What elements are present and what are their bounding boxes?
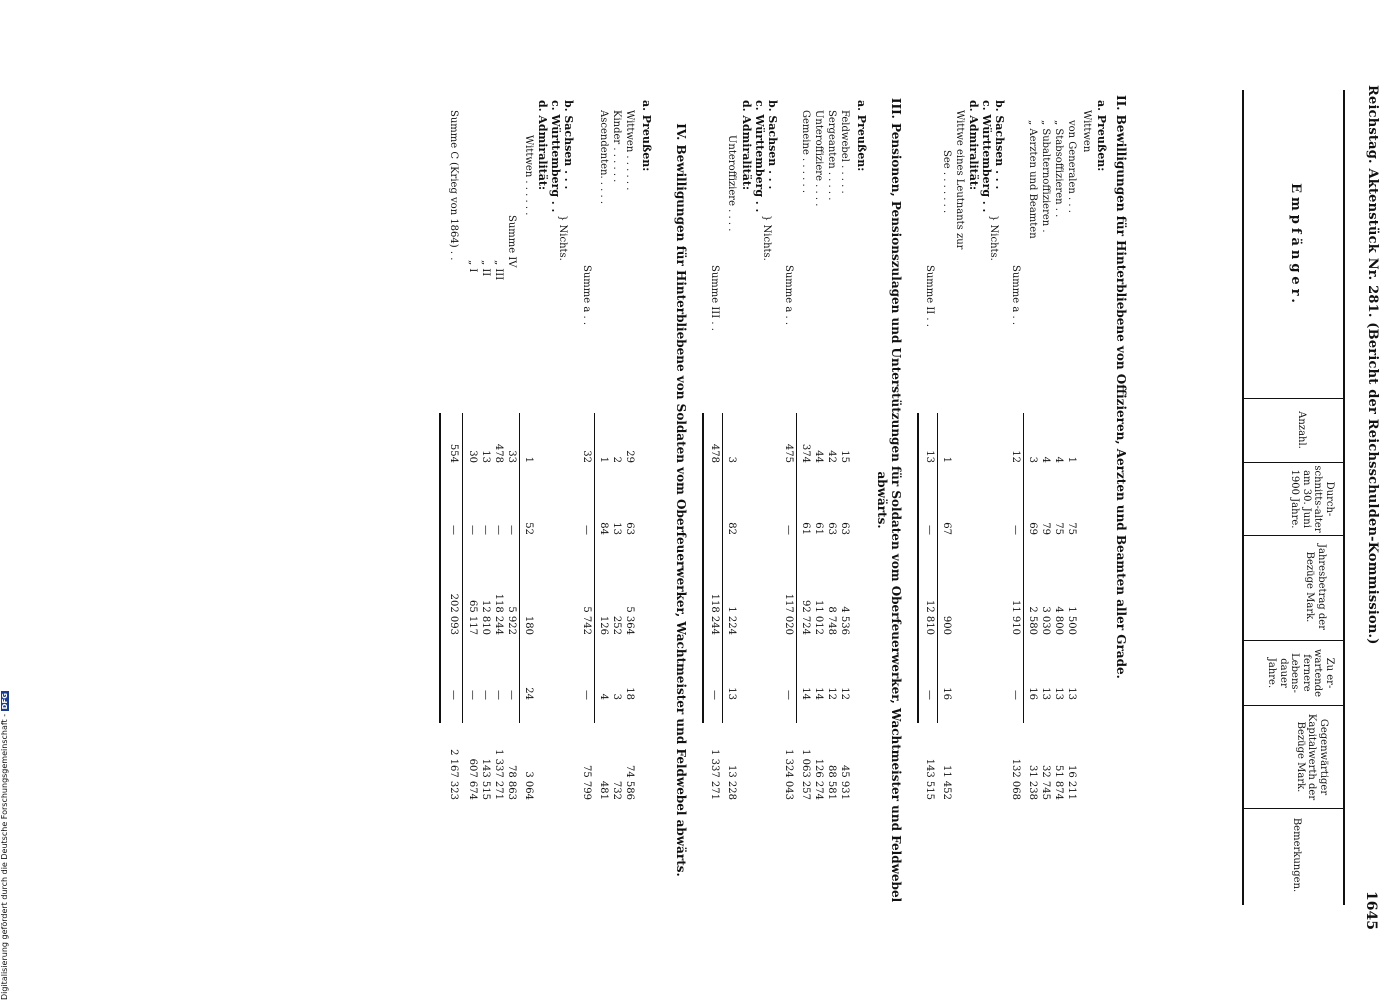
cell-expected: 16 xyxy=(1027,687,1038,700)
row-label: „ I xyxy=(467,260,478,273)
cell-expected: 12 xyxy=(839,687,850,700)
cell-capital: 31 238 xyxy=(1027,765,1038,800)
cell-capital: 1 063 257 xyxy=(800,749,811,800)
header-rule xyxy=(1242,90,1244,905)
cell-age: 84 xyxy=(598,522,609,535)
cell-capital: 143 515 xyxy=(924,758,935,800)
row-label: See . . . . . . . xyxy=(941,150,952,214)
table-row xyxy=(939,95,952,895)
row-label: Ascendenten. . . . . xyxy=(598,110,609,205)
cell-count: 478 xyxy=(709,443,720,463)
cell-age: 52 xyxy=(523,522,534,535)
cell-count: 42 xyxy=(826,450,837,463)
cell-expected: — xyxy=(924,690,935,700)
row-label: Wittwen . . . . . . xyxy=(624,110,635,191)
table-row xyxy=(596,95,609,895)
table-row xyxy=(1038,95,1051,895)
cell-expected: 13 xyxy=(1066,687,1077,700)
cell-age: 82 xyxy=(726,522,737,535)
cell-count: 3 xyxy=(1027,456,1038,463)
cell-capital: 607 674 xyxy=(467,758,478,800)
cell-age: 63 xyxy=(624,522,635,535)
cell-expected: — xyxy=(467,690,478,700)
sum-rule xyxy=(462,413,463,723)
col-divider xyxy=(1243,705,1345,706)
cell-age: — xyxy=(1010,525,1021,535)
sum-row xyxy=(1008,95,1021,895)
cell-annual: 92 724 xyxy=(800,600,811,635)
cell-annual: 8 748 xyxy=(826,606,837,635)
footer-text-wrap xyxy=(0,620,9,1000)
cell-capital: 143 515 xyxy=(480,758,491,800)
cell-capital: 481 xyxy=(598,780,609,800)
top-rule xyxy=(1343,90,1345,905)
subsection-d: d. Admiralität: xyxy=(536,100,549,191)
cell-age: — xyxy=(467,525,478,535)
cell-count: 15 xyxy=(839,450,850,463)
cell-annual: 126 xyxy=(598,615,609,635)
sum-rule xyxy=(594,413,595,723)
cell-age: — xyxy=(506,525,517,535)
dfg-logo: DFG xyxy=(1,693,9,710)
cell-count: 13 xyxy=(924,450,935,463)
cell-expected: — xyxy=(581,690,592,700)
row-label: Summe III . . xyxy=(709,265,720,331)
cell-expected: 3 xyxy=(611,693,622,700)
row-label: Wittwen xyxy=(1081,110,1092,153)
cell-expected: 13 xyxy=(1040,687,1051,700)
row-label: Summe C (Krieg von 1864) . . xyxy=(448,110,459,261)
cell-capital: 132 068 xyxy=(1010,758,1021,800)
cell-expected: 16 xyxy=(941,687,952,700)
digitization-footer xyxy=(0,620,16,1000)
cell-age: 63 xyxy=(839,522,850,535)
cell-expected: — xyxy=(783,690,794,700)
table-end-rule xyxy=(439,413,441,723)
subsection-b: b. Sachsen . . . xyxy=(562,100,575,190)
cell-count: 33 xyxy=(506,450,517,463)
sum-row xyxy=(922,95,935,895)
cell-capital: 45 931 xyxy=(839,765,850,800)
sum-rule xyxy=(937,413,938,723)
col-header-recipient: Empfänger. xyxy=(1288,183,1303,307)
row-label: Summe IV xyxy=(506,215,517,268)
cell-expected: 13 xyxy=(1053,687,1064,700)
row-label: „ III xyxy=(493,260,504,281)
row-label: Wittwen . . . . . . xyxy=(523,135,534,216)
cell-capital: 78 863 xyxy=(506,765,517,800)
col-header-remarks: Bemerkungen. xyxy=(1291,817,1302,893)
subsection-a: a. Preußen: xyxy=(1095,100,1108,172)
table-row xyxy=(952,95,965,895)
cell-count: 1 xyxy=(598,456,609,463)
row-label: „ II xyxy=(480,260,491,277)
row-label: Kinder . . . . . . xyxy=(611,110,622,183)
cell-age: — xyxy=(581,525,592,535)
table-row xyxy=(521,95,534,895)
subsection-c: c. Württemberg . . xyxy=(549,100,562,213)
cell-capital: 3 064 xyxy=(523,771,534,800)
cell-age: 69 xyxy=(1027,522,1038,535)
cell-count: 475 xyxy=(783,443,794,463)
col-header-expected: Zu er-wartende fernere Lebens-dauer Jahre. xyxy=(1266,649,1335,697)
cell-annual: 12 810 xyxy=(480,600,491,635)
cell-annual: 4 800 xyxy=(1053,606,1064,635)
sum-rule xyxy=(796,413,797,723)
subsection-b: b. Sachsen . . . xyxy=(993,100,1006,190)
nichts-text: Nichts. xyxy=(557,224,568,261)
nichts-note: } Nichts. xyxy=(557,215,568,261)
table-row xyxy=(1025,95,1038,895)
cell-expected: — xyxy=(709,690,720,700)
cell-capital: 88 581 xyxy=(826,765,837,800)
cell-count: 1 xyxy=(1066,456,1077,463)
col-header-capital: Gegenwärtiger Kapitalwerth der Bezüge Mark. xyxy=(1295,713,1329,801)
table-row xyxy=(798,95,811,895)
cell-expected: 24 xyxy=(523,687,534,700)
cell-annual: 12 810 xyxy=(924,600,935,635)
cell-expected: — xyxy=(1010,690,1021,700)
cell-annual: 11 012 xyxy=(813,600,824,635)
row-label: Wittwe eines Leutnants zur xyxy=(954,110,965,250)
cell-count: 4 xyxy=(1040,456,1051,463)
cell-capital: 74 586 xyxy=(624,765,635,800)
table-row xyxy=(837,95,850,895)
row-label: Sergeanten . . . . . xyxy=(826,110,837,201)
subsection-c: c. Württemberg . . xyxy=(753,100,766,213)
cell-count: 374 xyxy=(800,443,811,463)
cell-age: — xyxy=(783,525,794,535)
cell-capital: 11 452 xyxy=(941,765,952,800)
table-row xyxy=(724,95,737,895)
cell-capital: 1 337 271 xyxy=(709,749,720,800)
row-label: „ Subalternoffizieren . xyxy=(1040,120,1051,233)
cell-annual: 3 030 xyxy=(1040,606,1051,635)
row-label: Unteroffiziere . . . . xyxy=(726,135,737,232)
cell-capital: 75 799 xyxy=(581,765,592,800)
row-label: Summe a . . xyxy=(783,265,794,326)
subsection-b: b. Sachsen . . . xyxy=(766,100,779,190)
cell-age: 61 xyxy=(800,522,811,535)
section-title-IV: IV. Bewilligungen für Hinterbliebene von Soldaten vom Oberfeuerwerker, Wachtmeister und Feldwebel abwärts. xyxy=(674,123,688,877)
cell-annual: 900 xyxy=(941,615,952,635)
col-divider xyxy=(1243,808,1345,809)
sum-row xyxy=(781,95,794,895)
cell-age: — xyxy=(493,525,504,535)
cell-capital: 13 228 xyxy=(726,765,737,800)
cell-age: 75 xyxy=(1066,522,1077,535)
table-row xyxy=(1064,95,1077,895)
cell-annual: 117 020 xyxy=(783,593,794,635)
cell-count: 13 xyxy=(480,450,491,463)
row-label: Unteroffiziere . . . . xyxy=(813,110,824,207)
row-label: Summe a . . xyxy=(1010,265,1021,326)
cell-age: — xyxy=(448,525,459,535)
cell-annual: 4 536 xyxy=(839,606,850,635)
row-label: Feldwebel . . . . . xyxy=(839,110,850,194)
cell-count: 30 xyxy=(467,450,478,463)
cell-capital: 16 211 xyxy=(1066,765,1077,800)
table-row xyxy=(811,95,824,895)
footer-text: Digitalisierung gefördert durch die Deutsche Forschungsgemeinschaft - xyxy=(0,713,9,1000)
cell-capital: 732 xyxy=(611,780,622,800)
cell-age: 79 xyxy=(1040,522,1051,535)
cell-expected: — xyxy=(506,690,517,700)
table-row xyxy=(1079,95,1092,895)
cell-annual: 1 500 xyxy=(1066,606,1077,635)
total-row xyxy=(504,95,517,895)
table-row xyxy=(609,95,622,895)
cell-expected: 14 xyxy=(813,687,824,700)
header-title: Reichstag. Aktenstück Nr. 281. (Bericht der Reichsschulden-Kommission.) xyxy=(1365,85,1380,645)
page-header xyxy=(1349,0,1379,1000)
cell-expected: 18 xyxy=(624,687,635,700)
col-header-age: Durch-schnitts-alter am 30. Juni 1900 Jahre. xyxy=(1289,465,1335,533)
row-label: „ Stabsoffizieren . . xyxy=(1053,120,1064,218)
sum-rule xyxy=(1023,413,1024,723)
cell-expected: — xyxy=(480,690,491,700)
subsection-d: d. Admiralität: xyxy=(967,100,980,191)
cell-age: 75 xyxy=(1053,522,1064,535)
total-row xyxy=(465,95,478,895)
table-row xyxy=(1051,95,1064,895)
nichts-text: Nichts. xyxy=(761,224,772,261)
cell-annual: 5 364 xyxy=(624,606,635,635)
cell-capital: 1 324 043 xyxy=(783,749,794,800)
cell-age: 67 xyxy=(941,522,952,535)
section-end-rule xyxy=(917,413,919,723)
cell-annual: 2 580 xyxy=(1027,606,1038,635)
cell-count: 44 xyxy=(813,450,824,463)
col-divider xyxy=(1243,398,1345,399)
cell-capital: 1 337 271 xyxy=(493,749,504,800)
cell-count: 478 xyxy=(493,443,504,463)
col-header-annual: Jahresbetrag der Bezüge Mark. xyxy=(1304,543,1327,630)
cell-annual: 118 244 xyxy=(493,593,504,635)
cell-annual: 252 xyxy=(611,615,622,635)
cell-annual: 118 244 xyxy=(709,593,720,635)
cell-age: — xyxy=(480,525,491,535)
sum-rule xyxy=(519,413,520,723)
cell-count: 2 xyxy=(611,456,622,463)
cell-count: 554 xyxy=(448,443,459,463)
cell-expected: 13 xyxy=(726,687,737,700)
cell-annual: 5 742 xyxy=(581,606,592,635)
row-label: Gemeine . . . . . . xyxy=(800,110,811,194)
nichts-text: Nichts. xyxy=(988,224,999,261)
cell-count: 4 xyxy=(1053,456,1064,463)
page-number: 1645 xyxy=(1363,891,1379,930)
cell-expected: 14 xyxy=(800,687,811,700)
cell-expected: 12 xyxy=(826,687,837,700)
cell-count: 32 xyxy=(581,450,592,463)
cell-capital: 126 274 xyxy=(813,758,824,800)
cell-count: 29 xyxy=(624,450,635,463)
col-divider xyxy=(1243,535,1345,536)
nichts-note: } Nichts. xyxy=(761,215,772,261)
cell-expected: — xyxy=(448,690,459,700)
sum-row xyxy=(707,95,720,895)
sum-row xyxy=(579,95,592,895)
subsection-a: a. Preußen: xyxy=(640,100,653,172)
cell-capital: 32 745 xyxy=(1040,765,1051,800)
cell-capital: 51 874 xyxy=(1053,765,1064,800)
cell-annual: 65 117 xyxy=(467,600,478,635)
cell-count: 1 xyxy=(941,456,952,463)
cell-annual: 180 xyxy=(523,615,534,635)
cell-age: 61 xyxy=(813,522,824,535)
col-header-count: Anzahl. xyxy=(1296,411,1307,449)
cell-count: 12 xyxy=(1010,450,1021,463)
cell-age: — xyxy=(924,525,935,535)
cell-annual: 202 093 xyxy=(448,593,459,635)
sum-rule xyxy=(722,413,723,723)
cell-annual: 1 224 xyxy=(726,606,737,635)
row-label: von Generalen . . . xyxy=(1066,120,1077,213)
table-row xyxy=(622,95,635,895)
cell-annual: 11 910 xyxy=(1010,600,1021,635)
subsection-a: a. Preußen: xyxy=(855,100,868,172)
cell-age: 13 xyxy=(611,522,622,535)
total-row xyxy=(478,95,491,895)
section-title-III: III. Pensionen, Pensionszulagen und Unterstützungen für Soldaten vom Oberfeuerwerker, Wachtmeister und Feldwebel abwärts. xyxy=(875,97,903,903)
cell-count: 1 xyxy=(523,456,534,463)
section-end-rule xyxy=(702,413,704,723)
row-label: Summe a . . xyxy=(581,265,592,326)
table-row xyxy=(824,95,837,895)
section-title-II: II. Bewilligungen für Hinterbliebene von Offizieren, Aerzten und Beamten aller Grade. xyxy=(1114,95,1128,679)
grand-total-row xyxy=(446,95,459,895)
row-label: „ Aerzten und Beamten xyxy=(1027,120,1038,239)
subsection-d: d. Admiralität: xyxy=(740,100,753,191)
subsection-c: c. Württemberg . . xyxy=(980,100,993,213)
nichts-note: } Nichts. xyxy=(988,215,999,261)
col-divider xyxy=(1243,462,1345,463)
cell-expected: 4 xyxy=(598,693,609,700)
total-row xyxy=(491,95,504,895)
col-divider xyxy=(1243,640,1345,641)
cell-expected: — xyxy=(493,690,504,700)
cell-annual: 5 922 xyxy=(506,606,517,635)
cell-count: 3 xyxy=(726,456,737,463)
cell-capital: 2 167 323 xyxy=(448,749,459,800)
cell-age: 63 xyxy=(826,522,837,535)
row-label: Summe II . . xyxy=(924,265,935,327)
